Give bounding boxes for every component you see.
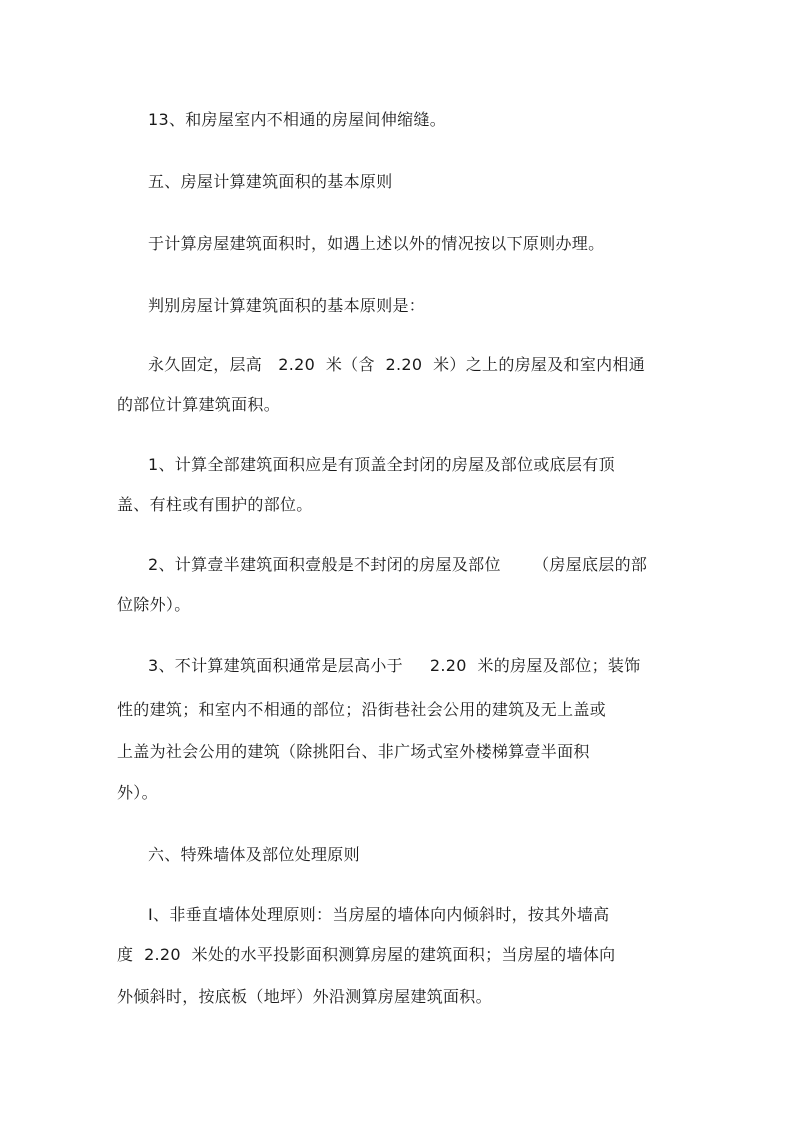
paragraph-rule3-line2: 性的建筑；和室内不相通的部位；沿街巷社会公用的建筑及无上盖或 <box>117 700 607 719</box>
paragraph-rule2-line1: 2、计算壹半建筑面积壹般是不封闭的房屋及部位 （房屋底层的部 <box>148 555 648 574</box>
paragraph-principle: 判别房屋计算建筑面积的基本原则是： <box>148 296 426 315</box>
section-heading-6: 六、特殊墙体及部位处理原则 <box>148 845 360 864</box>
paragraph-rule3-line1: 3、不计算建筑面积通常是层高小于 2.20 米的房屋及部位；装饰 <box>148 656 641 675</box>
paragraph-wall-line1: Ⅰ、非垂直墙体处理原则：当房屋的墙体向内倾斜时，按其外墙高 <box>148 905 610 924</box>
paragraph-wall-line2: 度 2.20 米处的水平投影面积测算房屋的建筑面积；当房屋的墙体向 <box>117 945 616 964</box>
paragraph-intro: 于计算房屋建筑面积时，如遇上述以外的情况按以下原则办理。 <box>148 234 605 253</box>
paragraph-wall-line3: 外倾斜时，按底板（地坪）外沿测算房屋建筑面积。 <box>117 987 492 1006</box>
paragraph-rule3-line4: 外）。 <box>117 783 158 802</box>
paragraph-rule1-line1: 1、计算全部建筑面积应是有顶盖全封闭的房屋及部位或底层有顶 <box>148 455 615 474</box>
paragraph-rule2-line2: 位除外）。 <box>117 595 191 614</box>
paragraph-permanent-line1: 永久固定，层高 2.20 米（含 2.20 米）之上的房屋及和室内相通 <box>148 355 646 374</box>
paragraph-rule1-line2: 盖、有柱或有围护的部位。 <box>117 495 313 514</box>
paragraph-permanent-line2: 的部位计算建筑面积。 <box>117 395 281 414</box>
paragraph-item-13: 13、和房屋室内不相通的房屋间伸缩缝。 <box>148 110 447 129</box>
paragraph-rule3-line3: 上盖为社会公用的建筑（除挑阳台、非广场式室外楼梯算壹半面积 <box>117 742 590 761</box>
section-heading-5: 五、房屋计算建筑面积的基本原则 <box>148 172 393 191</box>
